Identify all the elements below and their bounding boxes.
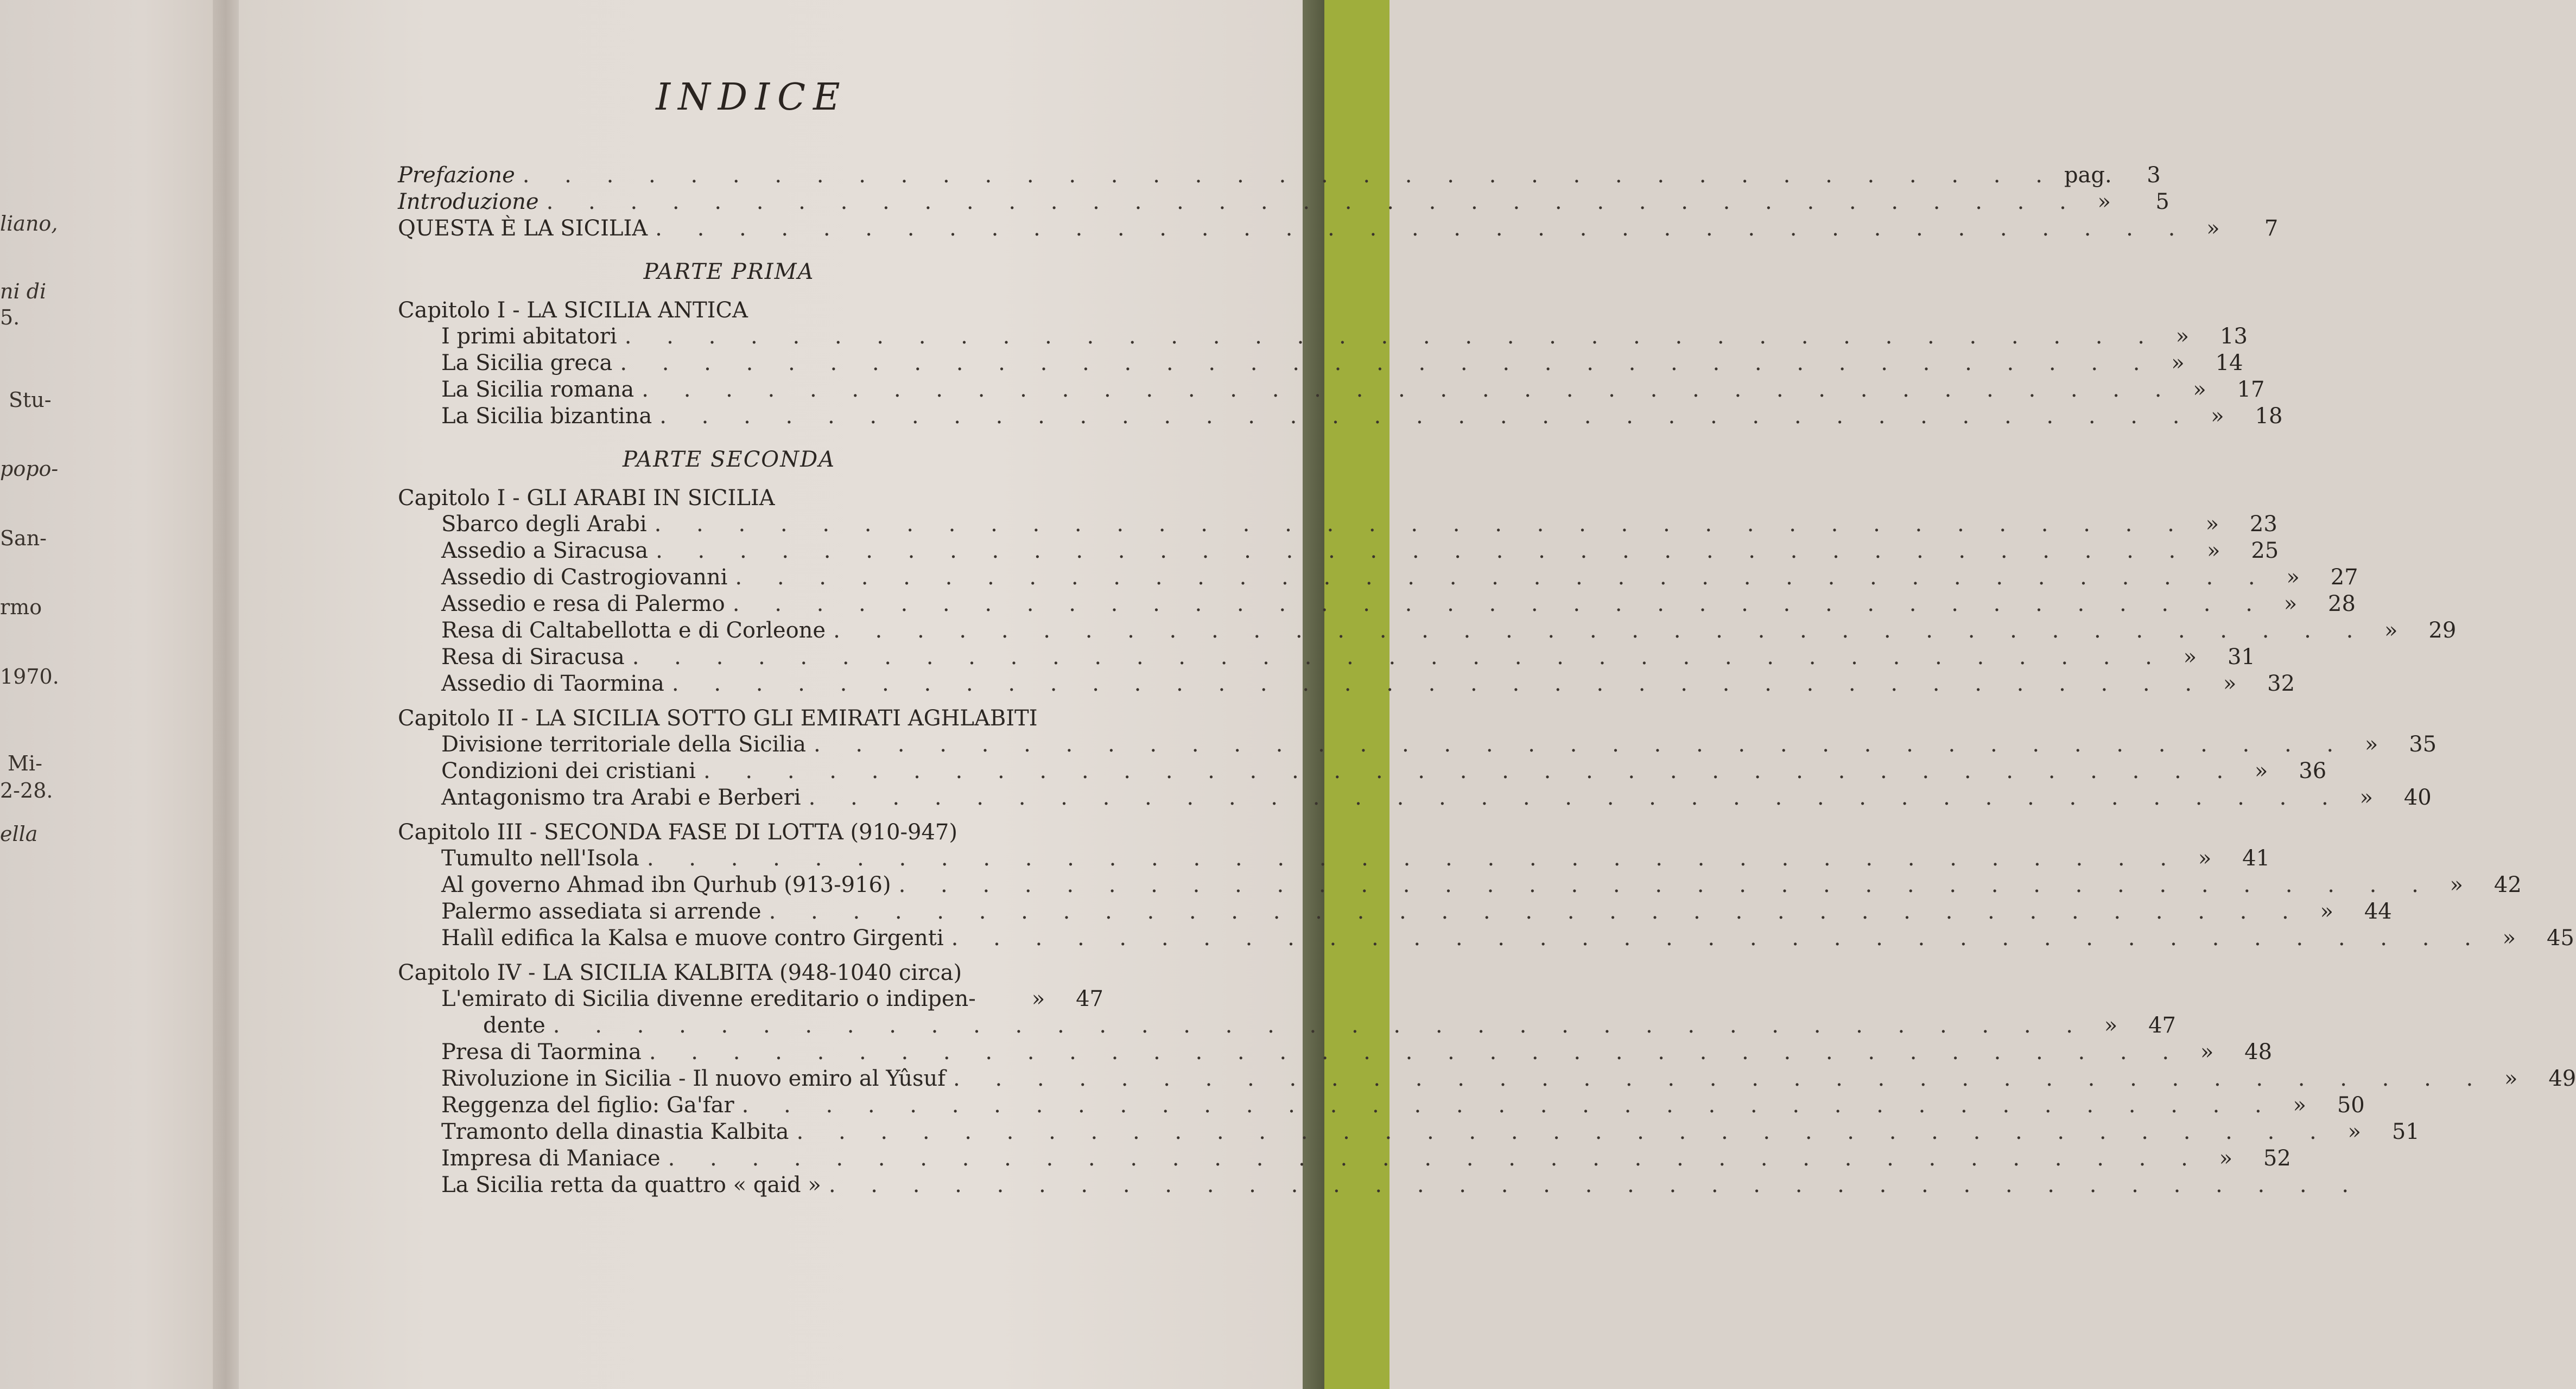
toc-page-number: 29 <box>2428 618 2457 643</box>
ditto-mark: » <box>2293 1093 2306 1118</box>
toc-entry-label: Divisione territoriale della Sicilia <box>441 732 806 757</box>
ditto-mark: » <box>2183 645 2197 670</box>
chapter-heading: Capitolo II - LA SICILIA SOTTO GLI EMIRATI AGHLABITI <box>398 706 1038 731</box>
toc-entry <box>398 377 2265 404</box>
toc-entry-label: Assedio di Castrogiovanni <box>441 565 728 590</box>
toc-entry-label: Resa di Siracusa <box>441 645 625 670</box>
toc-page-number: 36 <box>2299 759 2327 783</box>
leader-dots: . . . . . . . . . . . . . . . . . . . . . . . . . . . . . . . . . . . . . <box>741 1093 2276 1118</box>
ditto-mark: » <box>2198 846 2212 871</box>
ditto-mark: » <box>2175 324 2190 349</box>
leader-dots: . . . . . . . . . . . . . . . . . . . . . . . . . . . . . . . . . . . . . <box>703 759 2238 783</box>
toc-entry-label: Impresa di Maniace <box>441 1146 661 1171</box>
toc-entry <box>398 1146 2291 1173</box>
leader-dots: . . . . . . . . . . . . . . . . . . . . . . . . . . . . . . . . . . . . . <box>808 785 2343 810</box>
toc-entry-label: I primi abitatori <box>441 324 617 349</box>
left-text-fragment: liano, <box>0 212 58 235</box>
left-page <box>0 0 239 1389</box>
toc-entry <box>398 512 2277 538</box>
left-text-fragment: ni di <box>0 279 47 303</box>
chapter-heading: Capitolo I - GLI ARABI IN SICILIA <box>398 486 775 511</box>
leader-dots: . . . . . . . . . . . . . . . . . . . . . . . . . . . . . . . . . . . . . <box>620 351 2154 375</box>
toc-page-number: 27 <box>2330 565 2358 590</box>
toc-page-number: 35 <box>2409 732 2437 757</box>
toc-entry-label: La Sicilia romana <box>441 377 635 402</box>
ditto-mark: » <box>2200 1040 2214 1065</box>
leader-dots: . . . . . . . . . . . . . . . . . . . . . . . . . . . . . . . . . . . . . <box>642 377 2176 402</box>
ditto-mark: » <box>2384 618 2398 643</box>
toc-entry <box>398 759 2327 785</box>
toc-entry-label: Prefazione <box>398 163 515 188</box>
leader-dots: . . . . . . . . . . . . . . . . . . . . . . . . . . . . . . . . . . . . . <box>769 899 2303 924</box>
ditto-mark: » <box>2193 377 2206 402</box>
left-text-fragment: Mi- <box>8 751 42 775</box>
toc-entry <box>398 404 2283 430</box>
leader-dots: . . . . . . . . . . . . . . . . . . . . . . . . . . . . . . . . . . . . . <box>659 404 2194 429</box>
toc-page-number: 18 <box>2255 404 2283 429</box>
leader-dots: . . . . . . . . . . . . . . . . . . . . . . . . . . . . . . . . . . . . . <box>833 618 2368 643</box>
left-text-fragment: 2-28. <box>0 779 53 802</box>
ditto-mark: » <box>2359 785 2373 810</box>
toc-page-number: 40 <box>2403 785 2432 810</box>
table-of-contents <box>398 163 2576 1199</box>
toc-page-number: 42 <box>2493 872 2522 897</box>
ditto-mark: » <box>2171 351 2185 375</box>
toc-entry-label: La Sicilia retta da quattro « qaid » <box>441 1173 821 1197</box>
toc-entry-label: Al governo Ahmad ibn Qurhub (913-916) <box>441 872 891 897</box>
left-text-fragment: ella <box>0 822 38 846</box>
chapter-heading: Capitolo III - SECONDA FASE DI LOTTA (910-947) <box>398 820 957 845</box>
leader-dots: . . . . . . . . . . . . . . . . . . . . . . . . . . . . . . . . . . . . . <box>953 1066 2488 1091</box>
left-text-fragment: Stu- <box>9 388 52 412</box>
leader-dots: . . . . . . . . . . . . . . . . . . . . . . . . . . . . . . . . . . . . . <box>813 732 2348 757</box>
toc-entry-label: Assedio e resa di Palermo <box>441 591 725 616</box>
toc-page-number: 14 <box>2215 351 2243 375</box>
toc-entry <box>398 351 2243 377</box>
ditto-mark: » <box>2206 216 2220 241</box>
ditto-mark: » <box>2347 1119 2361 1144</box>
toc-page-number: 5 <box>2155 189 2169 214</box>
toc-entry-label: Assedio di Taormina <box>441 671 664 696</box>
page-abbrev: pag. <box>2064 163 2112 188</box>
toc-entry-label: La Sicilia greca <box>441 351 613 375</box>
ditto-mark: » <box>2286 565 2300 590</box>
leader-dots: . . . . . . . . . . . . . . . . . . . . . . . . . . . . . . . . . . . . . <box>732 591 2267 616</box>
left-text-fragment: 1970. <box>0 665 59 689</box>
leader-dots: . . . . . . . . . . . . . . . . . . . . . . . . . . . . . . . . . . . . . <box>656 538 2190 563</box>
toc-entry <box>398 671 2295 698</box>
toc-entry <box>398 645 2255 671</box>
toc-entry-label: Condizioni dei cristiani <box>441 759 696 783</box>
toc-entry <box>398 618 2457 645</box>
ditto-mark: » <box>2254 759 2268 783</box>
toc-entry <box>398 1173 2363 1199</box>
toc-entry-label: dente <box>483 1013 545 1038</box>
toc-entry <box>398 926 2574 952</box>
toc-page-number: 47 <box>1076 986 1103 1011</box>
toc-entry <box>398 785 2432 812</box>
toc-entry <box>398 538 2279 565</box>
toc-entry-label: Halìl edifica la Kalsa e muove contro Girgenti <box>441 926 944 951</box>
chapter-heading: Capitolo IV - LA SICILIA KALBITA (948-1040 circa) <box>398 960 962 985</box>
leader-dots: . . . . . . . . . . . . . . . . . . . . . . . . . . . . . . . . . . . . . <box>796 1119 2331 1144</box>
toc-page-number: 41 <box>2242 846 2270 871</box>
toc-entry-label: Palermo assediata si arrende <box>441 899 762 924</box>
toc-entry-label: Sbarco degli Arabi <box>441 512 647 537</box>
leader-dots: . . . . . . . . . . . . . . . . . . . . . . . . . . . . . . . . . . . . . <box>646 846 2181 871</box>
leader-dots: . . . . . . . . . . . . . . . . . . . . . . . . . . . . . . . . . . . . . <box>632 645 2166 670</box>
leader-dots: . . . . . . . . . . . . . . . . . . . . . . . . . . . . . . . . . . . . . <box>624 324 2159 349</box>
toc-page-number: 52 <box>2263 1146 2291 1171</box>
toc-entry <box>398 1066 2576 1093</box>
toc-page-number: 49 <box>2548 1066 2576 1091</box>
toc-entry-label: Reggenza del figlio: Ga'far <box>441 1093 734 1118</box>
toc-entry <box>398 986 1103 1013</box>
toc-entry-label: Resa di Caltabellotta e di Corleone <box>441 618 826 643</box>
ditto-mark: » <box>1031 986 1045 1011</box>
ditto-mark: » <box>2504 1066 2518 1091</box>
ditto-mark: » <box>2104 1013 2118 1038</box>
toc-entry <box>398 1040 2273 1066</box>
left-text-fragment: rmo <box>0 595 42 619</box>
toc-page-number: 7 <box>2264 216 2279 241</box>
toc-entry <box>398 1093 2365 1119</box>
toc-page-number: 17 <box>2237 377 2265 402</box>
leader-dots: . . . . . . . . . . . . . . . . . . . . . . . . . . . . . . . . . . . . . <box>671 671 2206 696</box>
toc-entry-label: La Sicilia bizantina <box>441 404 652 429</box>
toc-entry-label: L'emirato di Sicilia divenne ereditario o indipen- <box>441 986 976 1011</box>
toc-entry <box>398 872 2522 899</box>
toc-entry-label: Tramonto della dinastia Kalbita <box>441 1119 789 1144</box>
toc-page-number: 44 <box>2364 899 2392 924</box>
toc-entry <box>398 732 2437 759</box>
part-heading: PARTE PRIMA <box>643 259 815 284</box>
toc-page-number: 3 <box>2147 163 2161 188</box>
toc-entry-label: Rivoluzione in Sicilia - Il nuovo emiro al Yûsuf <box>441 1066 946 1091</box>
part-heading: PARTE SECONDA <box>622 447 836 472</box>
toc-entry <box>398 1119 2420 1146</box>
toc-entry <box>398 565 2358 591</box>
toc-entry <box>398 846 2270 872</box>
leader-dots: . . . . . . . . . . . . . . . . . . . . . . . . . . . . . . . . . . . . . <box>668 1146 2202 1171</box>
toc-entry <box>398 899 2392 926</box>
leader-dots: . . . . . . . . . . . . . . . . . . . . . . . . . . . . . . . . . . . . . <box>649 1040 2184 1065</box>
ditto-mark: » <box>2205 512 2219 537</box>
toc-entry <box>398 189 2169 216</box>
toc-page-number: 47 <box>2148 1013 2176 1038</box>
toc-entry-label: Antagonismo tra Arabi e Berberi <box>441 785 801 810</box>
page-title: INDICE <box>656 76 848 119</box>
toc-entry-label: Introduzione <box>398 189 539 214</box>
toc-page-number: 32 <box>2267 671 2295 696</box>
toc-page-number: 28 <box>2328 591 2356 616</box>
ditto-mark: » <box>2207 538 2220 563</box>
toc-page-number: 31 <box>2227 645 2255 670</box>
toc-entry <box>398 591 2356 618</box>
left-text-fragment: San- <box>0 526 47 550</box>
toc-entry <box>398 324 2248 351</box>
ditto-mark: » <box>2283 591 2298 616</box>
toc-entry <box>398 216 2279 243</box>
toc-page-number: 48 <box>2244 1040 2273 1065</box>
ditto-mark: » <box>2219 1146 2233 1171</box>
ditto-mark: » <box>2320 899 2333 924</box>
toc-page-number: 51 <box>2391 1119 2420 1144</box>
ditto-mark: » <box>2450 872 2464 897</box>
toc-page-number: 13 <box>2220 324 2248 349</box>
leader-dots: . . . . . . . . . . . . . . . . . . . . . . . . . . . . . . . . . . . . . <box>951 926 2485 951</box>
leader-dots: . . . . . . . . . . . . . . . . . . . . . . . . . . . . . . . . . . . . . <box>553 1013 2087 1038</box>
toc-entry <box>398 1013 2176 1040</box>
left-text-fragment: 5. <box>0 305 20 329</box>
ditto-mark: » <box>2364 732 2378 757</box>
toc-page-number: 23 <box>2249 512 2277 537</box>
chapter-heading: Capitolo I - LA SICILIA ANTICA <box>398 298 748 323</box>
toc-entry-label: Assedio a Siracusa <box>441 538 649 563</box>
leader-dots: . . . . . . . . . . . . . . . . . . . . . . . . . . . . . . . . . . . . . <box>522 163 2057 188</box>
toc-page-number: 45 <box>2546 926 2574 951</box>
leader-dots: . . . . . . . . . . . . . . . . . . . . . . . . . . . . . . . . . . . . . <box>828 1173 2363 1197</box>
left-text-fragment: popo- <box>0 457 59 481</box>
toc-entry-label: Tumulto nell'Isola <box>441 846 639 871</box>
leader-dots: . . . . . . . . . . . . . . . . . . . . . . . . . . . . . . . . . . . . . <box>898 872 2433 897</box>
toc-entry-label: QUESTA È LA SICILIA <box>398 216 648 241</box>
leader-dots: . . . . . . . . . . . . . . . . . . . . . . . . . . . . . . . . . . . . . <box>654 512 2188 537</box>
leader-dots: . . . . . . . . . . . . . . . . . . . . . . . . . . . . . . . . . . . . . <box>735 565 2269 590</box>
toc-page-number: 25 <box>2251 538 2279 563</box>
ditto-mark: » <box>2097 189 2111 214</box>
ditto-mark: » <box>2223 671 2237 696</box>
leader-dots: . . . . . . . . . . . . . . . . . . . . . . . . . . . . . . . . . . . . . <box>655 216 2190 241</box>
toc-entry <box>398 163 2161 189</box>
ditto-mark: » <box>2502 926 2516 951</box>
toc-page-number: 50 <box>2337 1093 2365 1118</box>
leader-dots: . . . . . . . . . . . . . . . . . . . . . . . . . . . . . . . . . . . . . <box>546 189 2080 214</box>
ditto-mark: » <box>2211 404 2224 429</box>
toc-entry-label: Presa di Taormina <box>441 1040 642 1065</box>
